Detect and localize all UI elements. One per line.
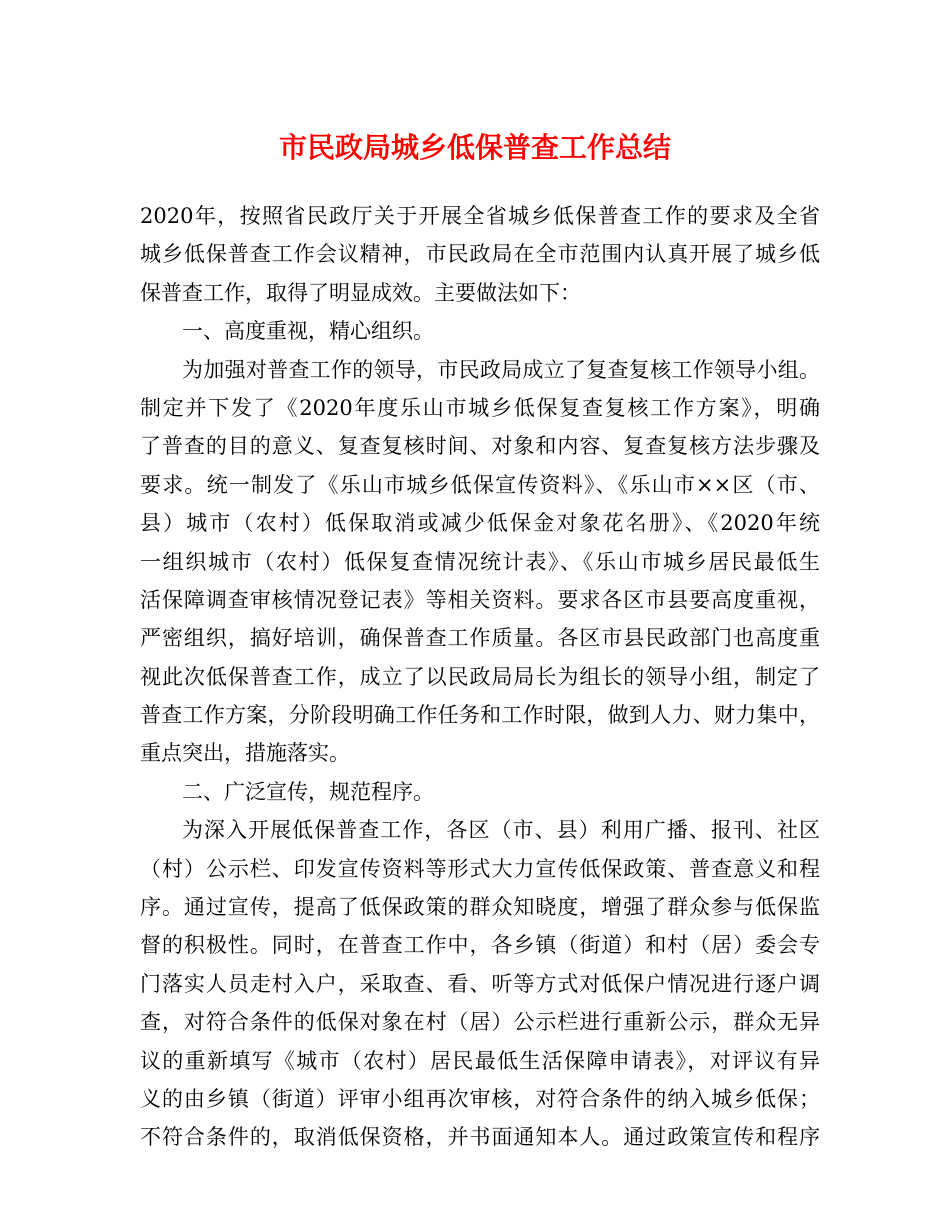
paragraph-line: 重点突出，措施落实。	[140, 741, 350, 766]
paragraph-line: 为深入开展低保普查工作，各区（市、县）利用广播、报刊、社区	[182, 818, 820, 843]
paragraph-line: 一组织城市（农村）低保复查情况统计表》、《乐山市城乡居民最低生	[140, 549, 820, 574]
section-heading-2: 二、广泛宣传，规范程序。	[182, 779, 434, 804]
document-body	[140, 197, 820, 1157]
paragraph-line: 要求。统一制发了《乐山市城乡低保宣传资料》、《乐山市××区（市、	[140, 472, 820, 497]
paragraph-line: 城乡低保普查工作会议精神，市民政局在全市范围内认真开展了城乡低	[140, 242, 820, 267]
paragraph-line: 督的积极性。同时，在普查工作中，各乡镇（街道）和村（居）委会专	[140, 933, 820, 958]
paragraph-line: 议的重新填写《城市（农村）居民最低生活保障申请表》，对评议有异	[140, 1048, 820, 1073]
paragraph-line: 县）城市（农村）低保取消或减少低保金对象花名册》、《2020年统	[140, 511, 820, 536]
paragraph-line: 严密组织，搞好培训，确保普查工作质量。各区市县民政部门也高度重	[140, 626, 820, 651]
paragraph-line: 不符合条件的，取消低保资格，并书面通知本人。通过政策宣传和程序	[140, 1125, 820, 1150]
section-heading-1: 一、高度重视，精心组织。	[182, 319, 434, 344]
paragraph-line: 门落实人员走村入户，采取查、看、听等方式对低保户情况进行逐户调	[140, 971, 820, 996]
paragraph-line: 2020年，按照省民政厅关于开展全省城乡低保普查工作的要求及全省	[140, 204, 820, 228]
document-title: 市民政局城乡低保普查工作总结	[278, 131, 671, 164]
paragraph-line: 普查工作方案，分阶段明确工作任务和工作时限，做到人力、财力集中，	[140, 703, 820, 728]
paragraph-line: 为加强对普查工作的领导，市民政局成立了复查复核工作领导小组。	[182, 357, 820, 382]
paragraph-line: 活保障调查审核情况登记表》等相关资料。要求各区市县要高度重视，	[140, 587, 820, 612]
paragraph-line: 视此次低保普查工作，成立了以民政局局长为组长的领导小组，制定了	[140, 664, 820, 689]
paragraph-line: 了普查的目的意义、复查复核时间、对象和内容、复查复核方法步骤及	[140, 434, 820, 459]
paragraph-line: 查，对符合条件的低保对象在村（居）公示栏进行重新公示，群众无异	[140, 1010, 820, 1035]
paragraph-line: 制定并下发了《2020年度乐山市城乡低保复查复核工作方案》，明确	[140, 395, 820, 420]
paragraph-line: 义的由乡镇（街道）评审小组再次审核，对符合条件的纳入城乡低保；	[140, 1086, 820, 1111]
paragraph-line: 序。通过宣传，提高了低保政策的群众知晓度，增强了群众参与低保监	[140, 895, 820, 920]
paragraph-line: （村）公示栏、印发宣传资料等形式大力宣传低保政策、普查意义和程	[140, 856, 820, 881]
paragraph-line: 保普查工作，取得了明显成效。主要做法如下：	[140, 280, 581, 305]
